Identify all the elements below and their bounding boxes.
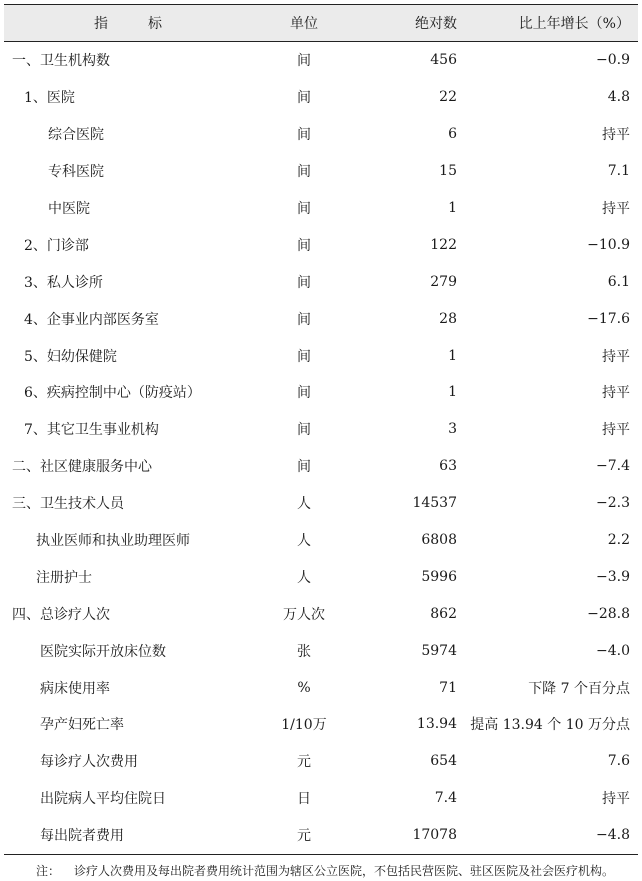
table-row — [4, 411, 638, 448]
cell-absolute: 1 — [448, 347, 457, 364]
table-row — [4, 300, 638, 337]
header-unit: 单位 — [252, 5, 356, 42]
cell-growth: 持平 — [602, 201, 630, 217]
cell-growth: 持平 — [602, 791, 630, 808]
cell-unit: 人 — [297, 533, 311, 550]
cell-growth: 持平 — [602, 348, 630, 365]
table-row — [4, 79, 638, 116]
cell-absolute: 862 — [430, 605, 457, 622]
cell-growth: 7.6 — [607, 753, 630, 770]
cell-absolute: 279 — [430, 273, 457, 290]
header-indicator-char-2: 标 — [148, 16, 162, 32]
table-row — [4, 42, 638, 79]
footnote-text: 诊疗人次费用及每出院者费用统计范围为辖区公立医院，不包括民营医院、驻区医院及社会医疗机构。 — [74, 864, 615, 878]
table-body — [4, 42, 638, 855]
cell-growth: −10.9 — [587, 236, 630, 253]
cell-indicator: 中医院 — [48, 201, 90, 217]
cell-unit: 日 — [297, 791, 311, 808]
cell-indicator: 孕产妇死亡率 — [40, 717, 124, 734]
table-row — [4, 190, 638, 227]
cell-unit: 间 — [297, 201, 311, 217]
header-growth: 比上年增长（%） — [460, 5, 638, 42]
cell-absolute: 13.94 — [416, 716, 457, 733]
cell-unit: 间 — [297, 422, 311, 439]
cell-absolute: 7.4 — [434, 790, 457, 807]
cell-growth: 7.1 — [607, 163, 630, 180]
cell-unit: 间 — [297, 237, 311, 254]
cell-indicator: 5、妇幼保健院 — [24, 348, 117, 365]
table-header — [4, 5, 638, 42]
cell-unit: 1/10万 — [281, 717, 327, 734]
cell-absolute: 6 — [448, 126, 457, 143]
cell-growth: 6.1 — [607, 273, 630, 290]
cell-absolute: 6808 — [421, 532, 457, 549]
table-row — [4, 485, 638, 522]
table-row — [4, 153, 638, 190]
table-row — [4, 116, 638, 153]
footnote — [36, 862, 614, 879]
cell-unit: 间 — [297, 90, 311, 107]
cell-indicator: 医院实际开放床位数 — [40, 643, 166, 660]
cell-unit: 间 — [297, 385, 311, 402]
cell-absolute: 22 — [439, 89, 457, 106]
table-row — [4, 374, 638, 411]
cell-absolute: 654 — [430, 753, 457, 770]
cell-unit: 间 — [297, 274, 311, 291]
cell-unit: 元 — [252, 817, 356, 854]
cell-growth: 持平 — [602, 422, 630, 439]
cell-indicator: 综合医院 — [48, 127, 104, 144]
cell-unit: 间 — [297, 348, 311, 365]
cell-indicator: 1、医院 — [24, 90, 75, 107]
cell-indicator: 病床使用率 — [40, 680, 110, 697]
header-indicator-char-1: 指 — [94, 16, 108, 32]
cell-growth: −0.9 — [596, 52, 630, 69]
cell-growth: −28.8 — [587, 605, 630, 622]
cell-growth: 持平 — [602, 385, 630, 402]
cell-growth: 4.8 — [607, 89, 630, 106]
table-row — [4, 522, 638, 559]
cell-indicator: 6、疾病控制中心（防疫站） — [24, 385, 201, 402]
cell-unit: 张 — [297, 643, 311, 660]
cell-indicator: 7、其它卫生事业机构 — [24, 422, 159, 439]
cell-indicator: 三、卫生技术人员 — [12, 496, 124, 513]
table-row — [4, 706, 638, 743]
cell-unit: % — [297, 679, 311, 696]
cell-absolute: 15 — [439, 163, 457, 180]
cell-indicator: 四、总诊疗人次 — [12, 606, 110, 623]
table-row — [4, 558, 638, 595]
cell-growth: 持平 — [602, 127, 630, 144]
cell-absolute: 456 — [430, 52, 457, 69]
cell-absolute: 1 — [448, 384, 457, 401]
header-indicator — [4, 5, 252, 42]
footnote-label: 注： — [36, 864, 61, 878]
cell-growth: 提高 13.94 个 10 万分点 — [470, 717, 630, 734]
cell-absolute: 122 — [430, 236, 457, 253]
cell-unit: 人 — [297, 569, 311, 586]
table-row — [4, 337, 638, 374]
cell-growth: 2.2 — [607, 532, 630, 549]
cell-unit: 间 — [297, 459, 311, 476]
table-row — [4, 448, 638, 485]
cell-indicator: 每诊疗人次费用 — [40, 754, 138, 771]
cell-absolute: 5974 — [421, 642, 457, 659]
cell-unit: 元 — [297, 754, 311, 771]
cell-absolute: 17078 — [356, 817, 460, 854]
cell-unit: 间 — [297, 53, 311, 70]
cell-indicator: 2、门诊部 — [24, 237, 89, 254]
table-row — [4, 263, 638, 300]
table-row — [4, 632, 638, 669]
cell-indicator: 一、卫生机构数 — [12, 53, 110, 70]
cell-indicator: 4、企事业内部医务室 — [24, 311, 159, 328]
table-row — [4, 226, 638, 263]
cell-unit: 人 — [297, 496, 311, 513]
header-row — [4, 5, 638, 42]
cell-absolute: 5996 — [421, 568, 457, 585]
cell-absolute: 3 — [448, 421, 457, 438]
cell-indicator: 每出院者费用 — [4, 817, 252, 854]
cell-unit: 间 — [297, 164, 311, 181]
health-statistics-table — [4, 4, 638, 855]
table-row — [4, 817, 638, 854]
cell-growth: −3.9 — [596, 568, 630, 585]
cell-indicator: 二、社区健康服务中心 — [12, 459, 152, 476]
cell-growth: −17.6 — [587, 310, 630, 327]
cell-indicator: 专科医院 — [48, 164, 104, 181]
table-row — [4, 780, 638, 817]
cell-growth: −2.3 — [596, 495, 630, 512]
cell-unit: 间 — [297, 127, 311, 144]
table-row — [4, 669, 638, 706]
cell-unit: 间 — [297, 311, 311, 328]
header-absolute: 绝对数 — [356, 5, 460, 42]
cell-absolute: 1 — [448, 200, 457, 216]
cell-indicator: 注册护士 — [36, 569, 92, 586]
cell-growth: 下降 7 个百分点 — [528, 680, 630, 697]
cell-growth: −7.4 — [596, 458, 630, 475]
cell-indicator: 出院病人平均住院日 — [40, 791, 166, 808]
table-row — [4, 743, 638, 780]
cell-indicator: 执业医师和执业助理医师 — [36, 533, 190, 550]
cell-absolute: 63 — [439, 458, 457, 475]
cell-absolute: 14537 — [412, 495, 457, 512]
cell-growth: −4.8 — [460, 817, 638, 854]
cell-absolute: 28 — [439, 310, 457, 327]
cell-absolute: 71 — [439, 679, 457, 696]
cell-indicator: 3、私人诊所 — [24, 274, 103, 291]
table-row — [4, 595, 638, 632]
cell-growth: −4.0 — [596, 642, 630, 659]
cell-unit: 万人次 — [283, 606, 325, 623]
